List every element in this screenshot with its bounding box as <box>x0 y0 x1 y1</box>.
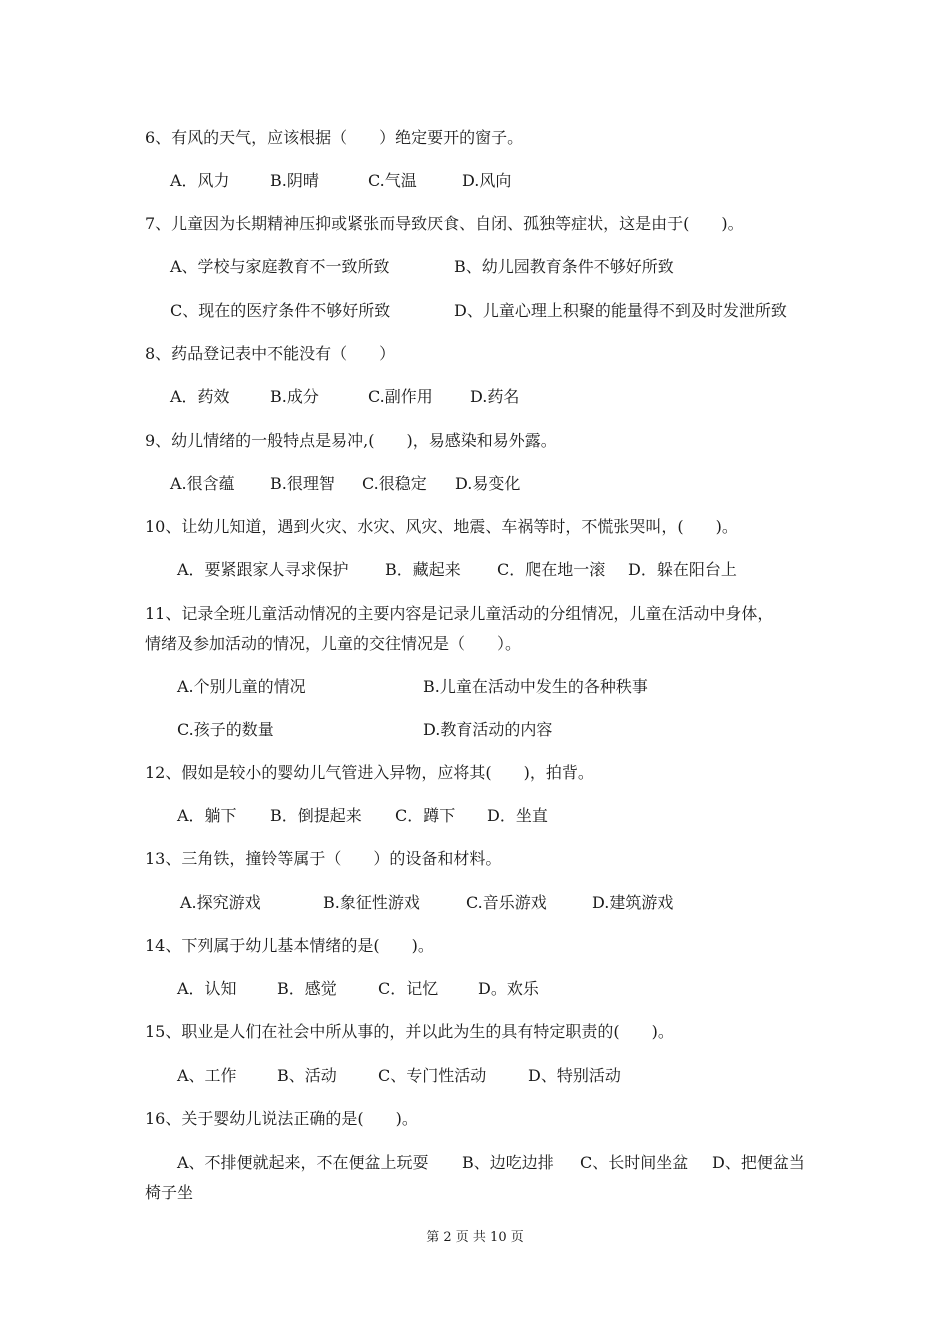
option-c: C、现在的医疗条件不够好所致 <box>170 301 391 320</box>
option-b: B、活动 <box>277 1066 337 1085</box>
option-d: D、儿童心理上积聚的能量得不到及时发泄所致 <box>454 301 787 320</box>
question-9-stem: 9、幼儿情绪的一般特点是易冲,( )，易感染和易外露。 <box>145 431 557 450</box>
question-11-stem: 11、记录全班儿童活动情况的主要内容是记录儿童活动的分组情况，儿童在活动中身体， <box>145 604 774 623</box>
option-a: A．药效 <box>170 387 230 406</box>
option-d: D．躲在阳台上 <box>628 560 737 579</box>
question-9-options <box>0 473 521 495</box>
question-10-options <box>0 559 737 581</box>
question-8-stem: 8、药品登记表中不能没有（ ） <box>145 344 396 363</box>
option-a: A.个别儿童的情况 <box>177 677 306 696</box>
option-c: C.音乐游戏 <box>466 893 547 912</box>
question-6-options <box>0 170 512 192</box>
option-d: D、把便盆当 <box>712 1153 805 1172</box>
option-c: C．记忆 <box>378 979 439 998</box>
question-11-options-row-1 <box>0 676 648 698</box>
option-a: A．认知 <box>177 979 237 998</box>
option-a: A、学校与家庭教育不一致所致 <box>170 257 390 276</box>
option-d: D、特别活动 <box>528 1066 621 1085</box>
question-16-stem: 16、关于婴幼儿说法正确的是( )。 <box>145 1109 418 1128</box>
option-d: D.风向 <box>462 171 512 190</box>
option-a: A．要紧跟家人寻求保护 <box>177 560 349 579</box>
option-b: B、幼儿园教育条件不够好所致 <box>454 257 674 276</box>
question-14-options <box>0 978 539 1000</box>
option-a: A、不排便就起来，不在便盆上玩耍 <box>177 1153 429 1172</box>
option-b: B.成分 <box>270 387 319 406</box>
option-b: B、边吃边排 <box>462 1153 554 1172</box>
question-7-stem: 7、儿童因为长期精神压抑或紧张而导致厌食、自闭、孤独等症状，这是由于( )。 <box>145 214 744 233</box>
question-11-stem-continued: 情绪及参加活动的情况，儿童的交往情况是（ ）。 <box>145 634 522 653</box>
option-a: A.很含蕴 <box>170 474 235 493</box>
option-b: B．倒提起来 <box>270 806 362 825</box>
option-b: B．藏起来 <box>385 560 461 579</box>
option-b: B.阴晴 <box>270 171 319 190</box>
question-14-stem: 14、下列属于幼儿基本情绪的是( )。 <box>145 936 434 955</box>
question-7-options-row-2 <box>0 300 787 322</box>
option-c: C.副作用 <box>368 387 433 406</box>
page-number-footer: 第 2 页 共 10 页 <box>426 1230 524 1245</box>
option-b: B.象征性游戏 <box>323 893 420 912</box>
question-16-options-continued: 椅子坐 <box>145 1183 194 1202</box>
option-b: B．感觉 <box>277 979 337 998</box>
question-12-stem: 12、假如是较小的婴幼儿气管进入异物，应将其( )，拍背。 <box>145 763 594 782</box>
question-8-options <box>0 386 520 408</box>
question-15-options <box>0 1065 621 1087</box>
question-16-options <box>0 1152 805 1174</box>
question-7-options-row-1 <box>0 256 674 278</box>
question-12-options <box>0 805 548 827</box>
option-c: C、专门性活动 <box>378 1066 487 1085</box>
option-d: D.易变化 <box>455 474 521 493</box>
question-13-stem: 13、三角铁，撞铃等属于（ ）的设备和材料。 <box>145 849 502 868</box>
option-a: A．风力 <box>170 171 230 190</box>
option-b: B.很理智 <box>270 474 335 493</box>
option-c: C.气温 <box>368 171 417 190</box>
option-c: C、长时间坐盆 <box>580 1153 689 1172</box>
question-6-stem: 6、有风的天气，应该根据（ ）绝定要开的窗子。 <box>145 128 524 147</box>
option-c: C．蹲下 <box>395 806 456 825</box>
option-a: A.探究游戏 <box>180 893 261 912</box>
option-a: A、工作 <box>177 1066 237 1085</box>
option-c: C.很稳定 <box>362 474 427 493</box>
question-13-options <box>0 892 674 914</box>
option-d: D.药名 <box>470 387 520 406</box>
option-d: D.教育活动的内容 <box>423 720 553 739</box>
option-c: C．爬在地一滚 <box>497 560 606 579</box>
option-a: A．躺下 <box>177 806 237 825</box>
question-10-stem: 10、让幼儿知道，遇到火灾、水灾、风灾、地震、车祸等时，不慌张哭叫，( )。 <box>145 517 738 536</box>
question-11-options-row-2 <box>0 719 553 741</box>
option-d: D。欢乐 <box>478 979 539 998</box>
option-d: D.建筑游戏 <box>592 893 674 912</box>
option-b: B.儿童在活动中发生的各种秩事 <box>423 677 648 696</box>
option-d: D．坐直 <box>487 806 548 825</box>
question-15-stem: 15、职业是人们在社会中所从事的，并以此为生的具有特定职责的( )。 <box>145 1022 674 1041</box>
option-c: C.孩子的数量 <box>177 720 274 739</box>
